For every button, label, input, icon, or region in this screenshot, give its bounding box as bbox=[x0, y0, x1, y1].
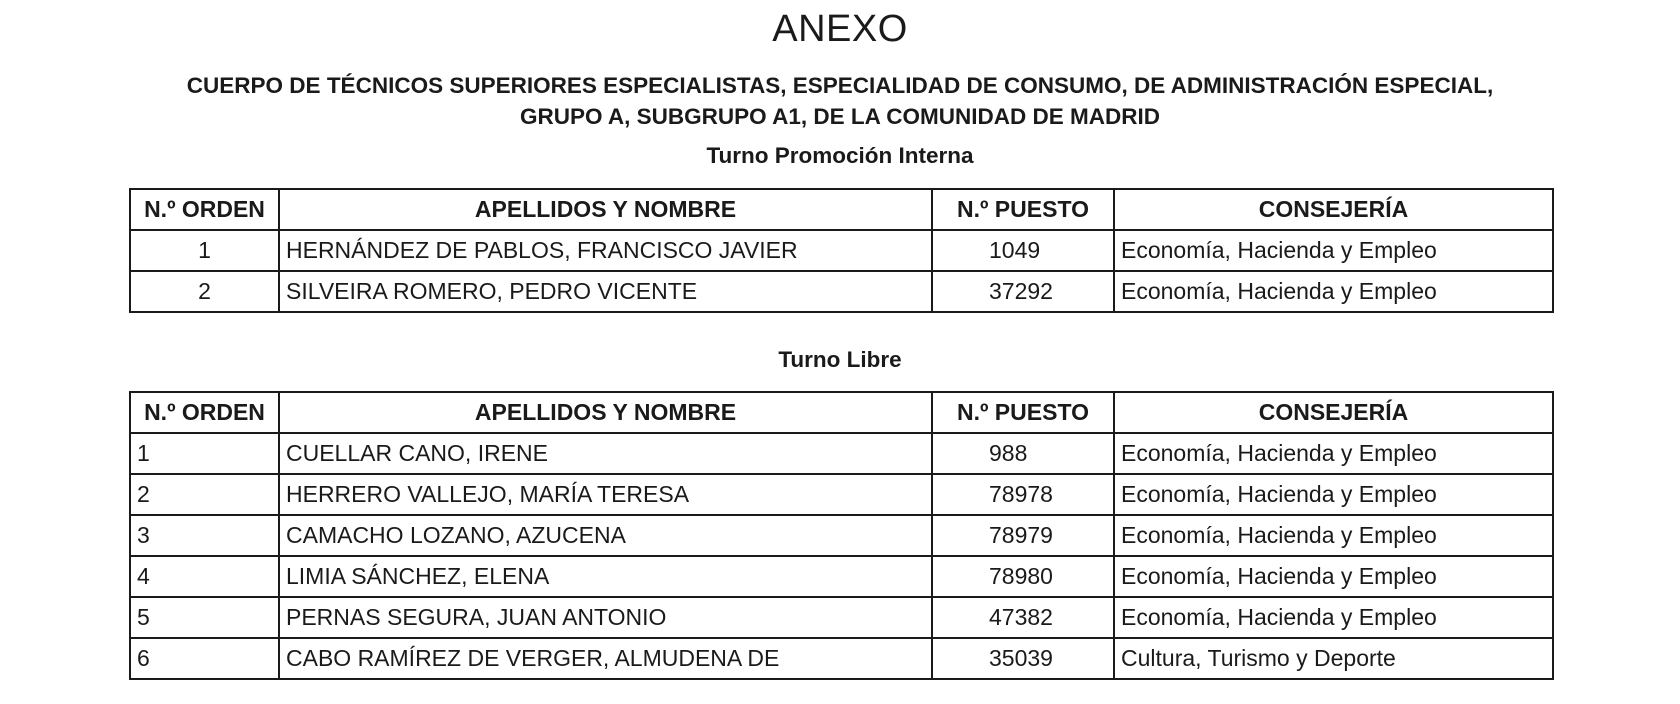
header-consejeria: CONSEJERÍA bbox=[1114, 392, 1553, 433]
cell-puesto: 78980 bbox=[932, 556, 1114, 597]
cell-nombre: CAMACHO LOZANO, AZUCENA bbox=[279, 515, 932, 556]
header-nombre: APELLIDOS Y NOMBRE bbox=[279, 189, 932, 230]
cell-consejeria: Economía, Hacienda y Empleo bbox=[1114, 556, 1553, 597]
table-turno-libre bbox=[129, 391, 1554, 680]
header-nombre: APELLIDOS Y NOMBRE bbox=[279, 392, 932, 433]
table-row bbox=[130, 433, 1553, 474]
subtitle-line-2: GRUPO A, SUBGRUPO A1, DE LA COMUNIDAD DE MADRID bbox=[519, 104, 1161, 129]
cell-consejeria: Economía, Hacienda y Empleo bbox=[1114, 271, 1553, 312]
cell-nombre: LIMIA SÁNCHEZ, ELENA bbox=[279, 556, 932, 597]
table-row bbox=[130, 515, 1553, 556]
cell-consejeria: Economía, Hacienda y Empleo bbox=[1114, 597, 1553, 638]
cell-consejeria: Economía, Hacienda y Empleo bbox=[1114, 515, 1553, 556]
cell-nombre: HERRERO VALLEJO, MARÍA TERESA bbox=[279, 474, 932, 515]
cell-nombre: CABO RAMÍREZ DE VERGER, ALMUDENA DE bbox=[279, 638, 932, 679]
header-orden: N.º ORDEN bbox=[130, 189, 279, 230]
cell-puesto: 1049 bbox=[932, 230, 1114, 271]
subtitle-line-1: CUERPO DE TÉCNICOS SUPERIORES ESPECIALISTAS, ESPECIALIDAD DE CONSUMO, DE ADMINISTRACIÓN ESPECIAL, bbox=[186, 73, 1494, 98]
cell-puesto: 78979 bbox=[932, 515, 1114, 556]
cell-orden: 1 bbox=[130, 230, 279, 271]
cell-consejeria: Economía, Hacienda y Empleo bbox=[1114, 474, 1553, 515]
header-puesto: N.º PUESTO bbox=[932, 392, 1114, 433]
table-header-row bbox=[130, 392, 1553, 433]
table-header-row bbox=[130, 189, 1553, 230]
cell-puesto: 988 bbox=[932, 433, 1114, 474]
table-promocion-interna bbox=[129, 188, 1554, 313]
cell-orden: 5 bbox=[130, 597, 279, 638]
header-puesto: N.º PUESTO bbox=[932, 189, 1114, 230]
cell-nombre: CUELLAR CANO, IRENE bbox=[279, 433, 932, 474]
document-subtitle bbox=[60, 70, 1620, 132]
cell-orden: 2 bbox=[130, 271, 279, 312]
cell-consejeria: Economía, Hacienda y Empleo bbox=[1114, 230, 1553, 271]
cell-orden: 4 bbox=[130, 556, 279, 597]
cell-orden: 3 bbox=[130, 515, 279, 556]
cell-consejeria: Economía, Hacienda y Empleo bbox=[1114, 433, 1553, 474]
cell-nombre: HERNÁNDEZ DE PABLOS, FRANCISCO JAVIER bbox=[279, 230, 932, 271]
cell-puesto: 47382 bbox=[932, 597, 1114, 638]
document-title: ANEXO bbox=[772, 8, 908, 50]
table-row bbox=[130, 230, 1553, 271]
section-heading-promocion-interna: Turno Promoción Interna bbox=[706, 143, 974, 168]
header-consejeria: CONSEJERÍA bbox=[1114, 189, 1553, 230]
table-row bbox=[130, 271, 1553, 312]
table-row bbox=[130, 556, 1553, 597]
cell-orden: 2 bbox=[130, 474, 279, 515]
table-row bbox=[130, 638, 1553, 679]
cell-orden: 6 bbox=[130, 638, 279, 679]
cell-nombre: PERNAS SEGURA, JUAN ANTONIO bbox=[279, 597, 932, 638]
cell-puesto: 78978 bbox=[932, 474, 1114, 515]
table-row bbox=[130, 474, 1553, 515]
cell-puesto: 35039 bbox=[932, 638, 1114, 679]
section-heading-turno-libre: Turno Libre bbox=[778, 347, 902, 372]
header-orden: N.º ORDEN bbox=[130, 392, 279, 433]
cell-orden: 1 bbox=[130, 433, 279, 474]
cell-nombre: SILVEIRA ROMERO, PEDRO VICENTE bbox=[279, 271, 932, 312]
cell-consejeria: Cultura, Turismo y Deporte bbox=[1114, 638, 1553, 679]
table-row bbox=[130, 597, 1553, 638]
cell-puesto: 37292 bbox=[932, 271, 1114, 312]
